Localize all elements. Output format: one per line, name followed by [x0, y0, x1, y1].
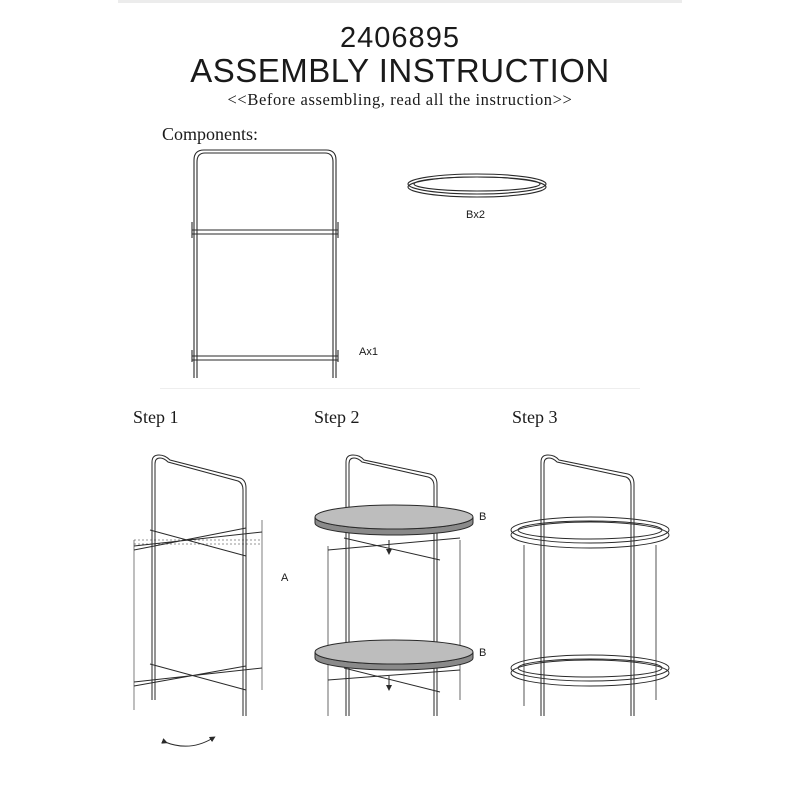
step-1-frame [134, 455, 262, 746]
components-heading: Components: [162, 124, 259, 144]
step-2-label: Step 2 [314, 407, 360, 427]
step-1-label: Step 1 [133, 407, 179, 427]
part-b-label: Bx2 [466, 209, 485, 221]
page-title: ASSEMBLY INSTRUCTION [190, 52, 610, 89]
part-a-label: Ax1 [359, 346, 378, 358]
step-3-label: Step 3 [512, 407, 558, 427]
step-2-callout-b-top: B [479, 511, 487, 523]
component-b-tray [408, 174, 546, 197]
subtitle: <<Before assembling, read all the instruction>> [227, 90, 573, 109]
step-2-callout-b-bottom: B [479, 647, 487, 659]
step-2-frame [328, 455, 460, 716]
component-a-frame [192, 150, 338, 378]
model-number: 2406895 [340, 22, 460, 54]
step-2-tray-top [315, 505, 473, 552]
step-3-table [511, 455, 669, 716]
step-1-callout-a: A [281, 572, 289, 584]
